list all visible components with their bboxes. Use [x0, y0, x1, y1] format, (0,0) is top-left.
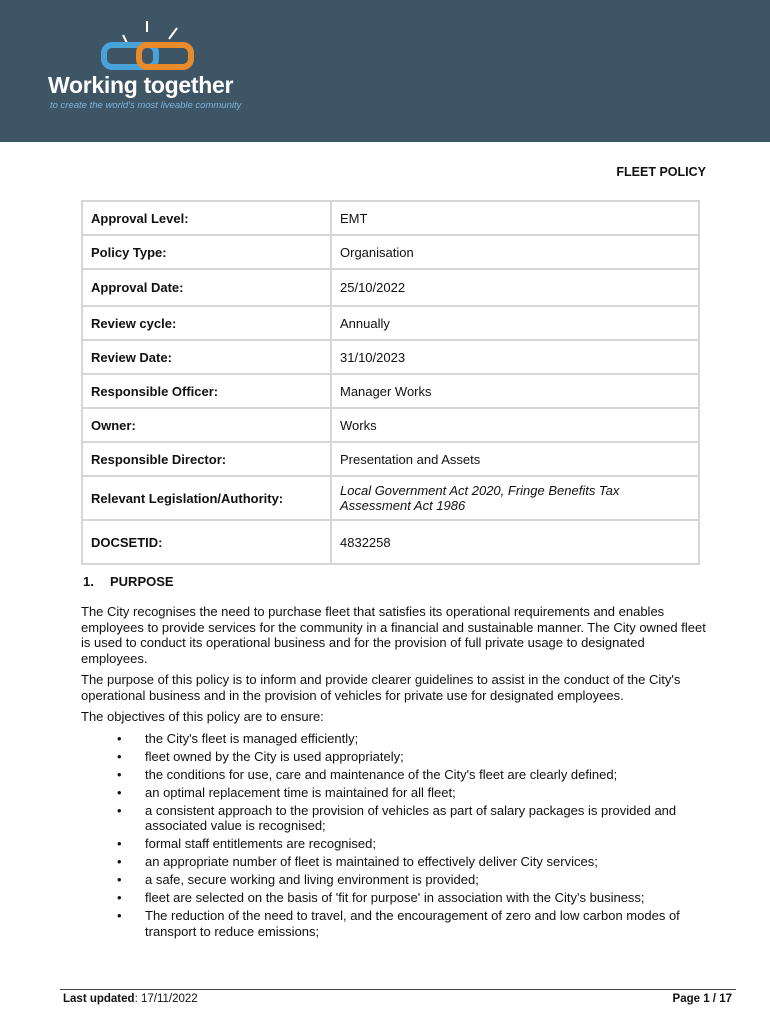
table-key: Approval Date: [82, 269, 331, 306]
list-item-text: fleet owned by the City is used appropriately; [145, 748, 404, 764]
paragraph: The City recognises the need to purchase fleet that satisfies its operational requirements and enables employees to provide services for the community in a financial and sustainable manner. The City owned fleet is used to conduct its operational business and for the provision of full private usage to designated employees. [81, 604, 706, 666]
footer-updated-value: : 17/11/2022 [134, 993, 198, 1005]
footer-page-number: Page 1 / 17 [672, 993, 732, 1005]
table-value: Works [331, 408, 699, 442]
list-item [81, 749, 711, 765]
table-row [82, 476, 699, 520]
list-item-text: fleet are selected on the basis of 'fit for purpose' in association with the City's business; [145, 890, 645, 905]
list-item-text: an appropriate number of fleet is maintained to effectively deliver City services; [145, 854, 598, 869]
list-item [81, 803, 711, 834]
table-row [82, 374, 699, 408]
table-row [82, 408, 699, 442]
table-row [82, 520, 699, 564]
list-item [81, 854, 711, 870]
section-body [81, 604, 711, 942]
table-key: Owner: [82, 408, 331, 442]
list-item-text: the City's fleet is managed efficiently; [145, 730, 359, 746]
list-item-text: formal staff entitlements are recognised; [145, 836, 376, 851]
section-heading [83, 574, 174, 589]
footer-updated-label: Last updated [63, 993, 135, 1005]
list-item [81, 731, 711, 747]
list-item-text: an optimal replacement time is maintained for all fleet; [145, 784, 456, 800]
paragraph: The purpose of this policy is to inform and provide clearer guidelines to assist in the conduct of the City's operational business and in the provision of vehicles for private use for designated employees. [81, 672, 681, 703]
footer-last-updated [63, 993, 198, 1005]
document-title: FLEET POLICY [616, 165, 706, 179]
header-banner [0, 0, 770, 142]
table-value: Local Government Act 2020, Fringe Benefits Tax Assessment Act 1986 [331, 476, 699, 520]
bullet-icon: • [117, 748, 122, 764]
section-number: 1. [83, 574, 94, 589]
bullet-icon: • [117, 766, 122, 782]
table-value: 31/10/2023 [331, 340, 699, 374]
table-value: 25/10/2022 [331, 269, 699, 306]
logo-tagline: to create the world's most liveable community [50, 100, 242, 111]
footer-divider [60, 989, 736, 990]
table-row [82, 340, 699, 374]
table-key: Review cycle: [82, 306, 331, 340]
list-item-text: The reduction of the need to travel, and the encouragement of zero and low carbon modes of transport to reduce emissions; [145, 908, 680, 939]
list-item [81, 890, 711, 906]
table-key: Responsible Director: [82, 442, 331, 476]
table-value: 4832258 [331, 520, 699, 564]
table-value: Organisation [331, 235, 699, 269]
table-key: Approval Level: [82, 201, 331, 235]
bullet-icon: • [117, 802, 122, 818]
bullet-icon: • [117, 890, 122, 905]
table-key: Policy Type: [82, 235, 331, 269]
table-value: Annually [331, 306, 699, 340]
list-item [81, 836, 711, 852]
list-item-text: a safe, secure working and living environment is provided; [145, 872, 479, 887]
section-title: PURPOSE [110, 574, 174, 589]
table-row [82, 201, 699, 235]
bullet-icon: • [117, 730, 122, 746]
bullet-icon: • [117, 908, 122, 923]
table-value: Manager Works [331, 374, 699, 408]
bullet-icon: • [117, 872, 122, 887]
table-value: Presentation and Assets [331, 442, 699, 476]
table-key: Relevant Legislation/Authority: [82, 476, 331, 520]
table-row [82, 306, 699, 340]
policy-metadata-table [81, 200, 700, 565]
bullet-icon: • [117, 854, 122, 869]
bullet-icon: • [117, 784, 122, 800]
table-key: Responsible Officer: [82, 374, 331, 408]
paragraph: The objectives of this policy are to ensure: [81, 709, 324, 724]
list-item-text: the conditions for use, care and maintenance of the City's fleet are clearly defined; [145, 766, 618, 782]
bullet-icon: • [117, 836, 122, 851]
list-item [81, 872, 711, 888]
table-key: DOCSETID: [82, 520, 331, 564]
list-item [81, 908, 711, 939]
table-row [82, 235, 699, 269]
table-row [82, 269, 699, 306]
table-row [82, 442, 699, 476]
objectives-list [81, 731, 711, 940]
list-item-text: a consistent approach to the provision of vehicles as part of salary packages is provided and associated value is recognised; [145, 802, 677, 833]
list-item [81, 785, 711, 801]
list-item [81, 767, 711, 783]
table-key: Review Date: [82, 340, 331, 374]
table-value: EMT [331, 201, 699, 235]
logo-title: Working together [48, 72, 234, 98]
